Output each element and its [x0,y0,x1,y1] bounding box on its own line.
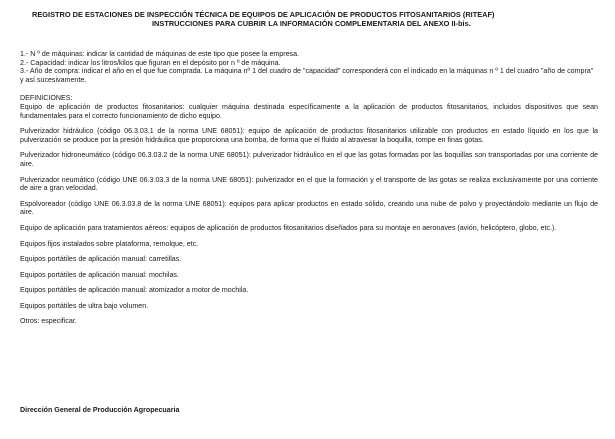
definition-item: Espolvoreador (código UNE 06.3.03.8 de la norma UNE 68051): equipos para aplicar productos en estado sólido, creando una nube de polvo y proyectándolo mediante un flujo de aire. [20,199,598,217]
header-subtitle: INSTRUCCIONES PARA CUBRIR LA INFORMACIÓN COMPLEMENTARIA DEL ANEXO II-bis. [152,19,471,28]
definition-item: Equipo de aplicación de productos fitosanitarios: cualquier máquina destinada específicamente a la aplicación de productos fitosanitarios, incluidos dispositivos que sean fundamentales para el correcto funcionamiento de dicho equipo. [20,102,598,120]
header-title: REGISTRO DE ESTACIONES DE INSPECCIÓN TÉCNICA DE EQUIPOS DE APLICACIÓN DE PRODUCTOS FITOSANITARIOS (RITEAF) [32,10,495,19]
instructions-list [20,50,598,84]
instruction-item: 1.- N º de máquinas: indicar la cantidad de máquinas de este tipo que posee la empresa. [20,50,300,58]
definition-item: Otros: especificar. [20,317,77,326]
definition-item: Pulverizador hidroneumático (código 06.3.03.2 de la norma UNE 68051): pulverizador hidráulico en el que las gotas formadas por las boquillas son transportadas por una corriente de aire. [20,151,598,168]
instruction-item: 2.- Capacidad: indicar los litros/kilos que figuran en el depósito por n º de máquina. [20,58,281,67]
definition-item: Equipos portátiles de aplicación manual: carretillas. [20,255,182,264]
definition-item: Pulverizador neumático (código UNE 06.3.03.3 de la norma UNE 68051): pulverizador en el que la formación y el transporte de las gotas se realiza exclusivamente por una corriente de aire a gran velocidad. [20,175,598,193]
definition-item: Equipos portátiles de aplicación manual: mochilas. [20,270,179,279]
instruction-item: 3.- Año de compra: indicar el año en el que fue comprada. La máquina nº 1 del cuadro de "capacidad" corresponderá con el indicado en la máquinas n º 1 del cuadro "año de compra" y así sucesivamente. [20,67,594,84]
definition-item: Equipos portátiles de aplicación manual: atomizador a motor de mochila. [20,286,249,295]
document-header [32,10,598,28]
definitions-list [20,103,598,326]
definitions-title: DEFINICIONES: [20,94,73,103]
definition-item: Pulverizador hidráulico (código 06.3.03.1 de la norma UNE 68051): equipo de aplicación de productos fitosanitarios utilizable con productos en estado líquido en los que la pulverización se produce por la presión hidráulica que proporciona una bomba, de forma que el fluido al atravesar la boquilla, rompe en finas gotas. [20,127,598,144]
definition-item: Equipos portátiles de ultra bajo volumen. [20,301,149,310]
footer-department: Dirección General de Producción Agropecuaria [20,406,180,414]
definition-item: Equipos fijos instalados sobre plataforma, remolque, etc. [20,239,199,248]
document-page [20,10,598,333]
definition-item: Equipo de aplicación para tratamientos aéreos: equipos de aplicación de productos fitosanitarios diseñados para su montaje en aeronaves (avión, helicóptero, globo, etc.). [20,223,557,232]
